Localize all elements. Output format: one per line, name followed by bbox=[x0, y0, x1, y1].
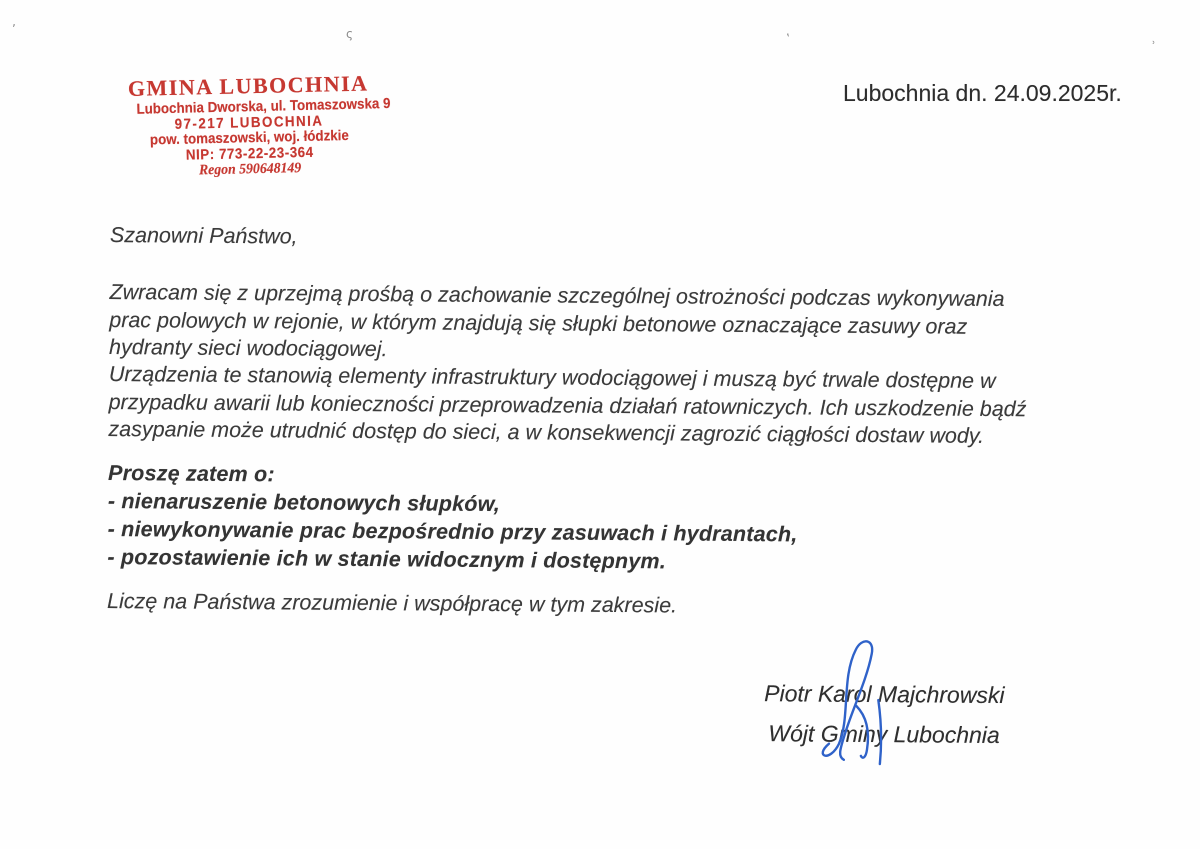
salutation: Szanowni Państwo, bbox=[109, 223, 298, 249]
paragraph-1-line: Zwracam się z uprzejmą prośbą o zachowanie szczególnej ostrożności podczas wykonywania bbox=[109, 279, 1005, 312]
paragraph-2-line: Urządzenia te stanowią elementy infrastruktury wodociągowej i muszą być trwale dostępne w bbox=[108, 361, 996, 393]
paragraph-1 bbox=[109, 279, 1005, 369]
request-heading: Proszę zatem o: bbox=[107, 460, 275, 487]
signature-block bbox=[756, 673, 1013, 755]
stamp-district: pow. tomaszowski, woj. łódzkie bbox=[149, 127, 350, 149]
signer-name: Piotr Karol Majchrowski bbox=[764, 680, 1005, 709]
stamp-nip: NIP: 773-22-23-364 bbox=[185, 144, 314, 164]
scan-artifact: ʾ bbox=[1152, 39, 1156, 53]
paragraph-1-line: prac polowych w rejonie, w którym znajdują się słupki betonowe oznaczające zasuwy oraz bbox=[109, 307, 968, 339]
closing-line: Liczę na Państwa zrozumienie i współpracę w tym zakresie. bbox=[106, 588, 678, 618]
paragraph-2-line: przypadku awarii lub konieczności przeprowadzenia działań ratowniczych. Ich uszkodzenie bądź bbox=[108, 389, 1027, 421]
stamp-postal-code: 97-217 LUBOCHNIA bbox=[174, 113, 324, 133]
paragraph-2-line: zasypanie może utrudnić dostęp do sieci, a w konsekwencji zagrozić ciągłości dostaw wody. bbox=[108, 416, 985, 448]
request-item: - pozostawienie ich w stanie widocznym i dostępnym. bbox=[107, 544, 667, 574]
place-and-date: Lubochnia dn. 24.09.2025r. bbox=[843, 80, 1122, 106]
scan-artifact: ς bbox=[346, 27, 354, 41]
request-list bbox=[107, 459, 798, 576]
stamp-org-name: GMINA LUBOCHNIA bbox=[127, 70, 369, 101]
stamp-address: Lubochnia Dworska, ul. Tomaszowska 9 bbox=[136, 96, 391, 118]
paragraph-2 bbox=[108, 361, 1026, 451]
scan-artifact: ʽ bbox=[786, 33, 790, 47]
scan-artifact: ʼ bbox=[12, 22, 16, 36]
signer-title: Wójt Gminy Lubochnia bbox=[768, 720, 1000, 749]
request-item: - nienaruszenie betonowych słupków, bbox=[107, 488, 501, 517]
request-item: - niewykonywanie prac bezpośrednio przy zasuwach i hydrantach, bbox=[107, 516, 798, 547]
stamp-regon: Regon 590648149 bbox=[198, 160, 302, 179]
paragraph-1-line: hydranty sieci wodociągowej. bbox=[108, 334, 388, 362]
